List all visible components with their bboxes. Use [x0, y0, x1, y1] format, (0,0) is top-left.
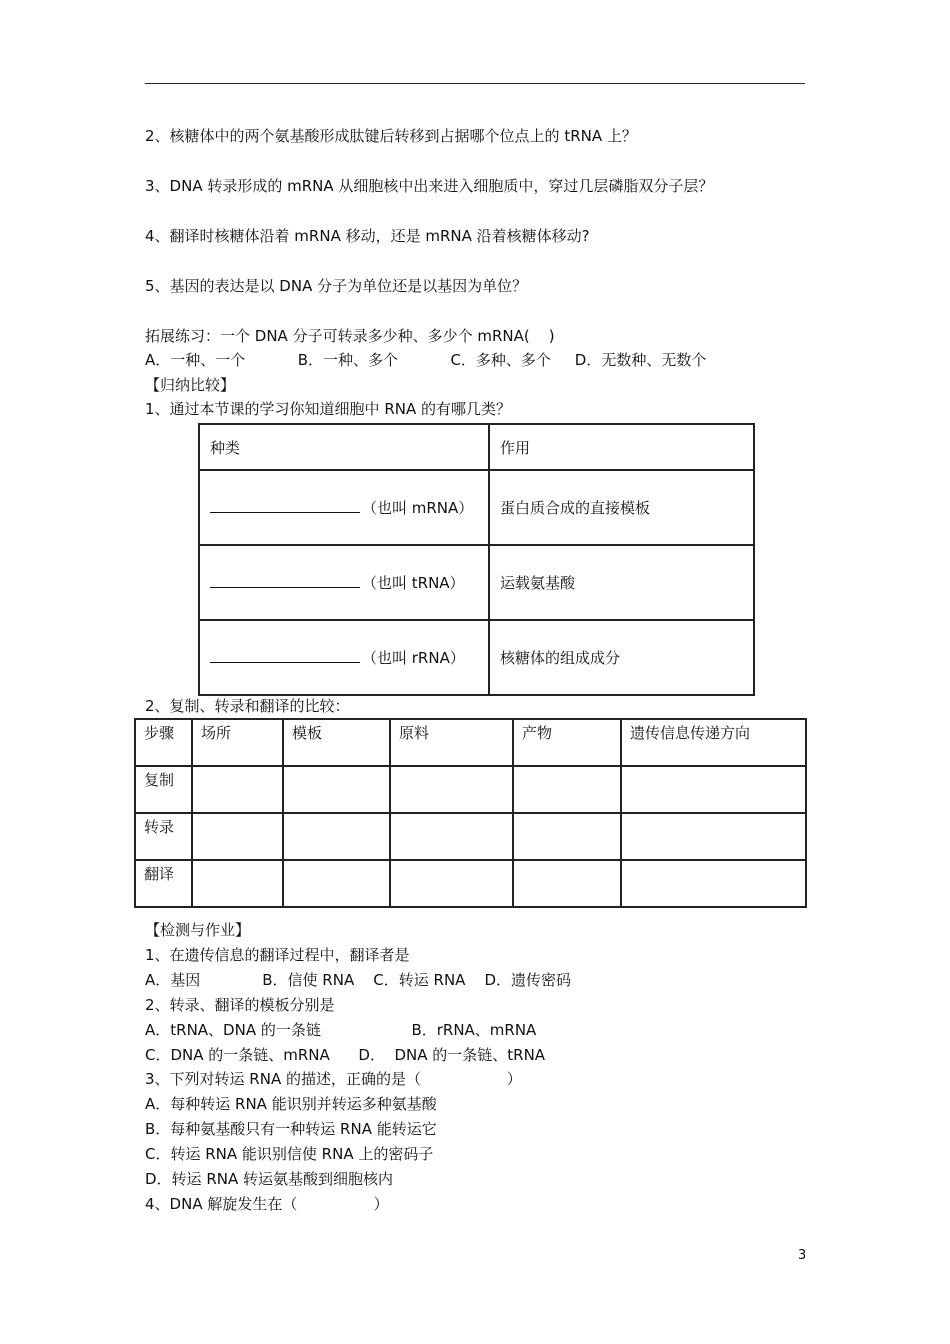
- comparison-table: [134, 718, 807, 908]
- homework-line: 4、DNA 解旋发生在（ ）: [145, 1195, 389, 1213]
- comparison-cell[interactable]: [621, 860, 806, 907]
- homework-line: A．tRNA、DNA 的一条链 B．rRNA、mRNA: [145, 1021, 537, 1039]
- rna-role-cell: 核糖体的组成成分: [489, 620, 754, 695]
- comparison-header-site: 场所: [192, 719, 283, 766]
- summary-question-2: 2、复制、转录和翻译的比较：: [145, 697, 350, 715]
- header-rule: [145, 83, 805, 84]
- comparison-row-label: 复制: [135, 766, 192, 813]
- comparison-cell[interactable]: [390, 860, 513, 907]
- question-4: 4、翻译时核糖体沿着 mRNA 移动，还是 mRNA 沿着核糖体移动?: [145, 227, 590, 245]
- page-number: 3: [798, 1248, 807, 1263]
- rna-type-cell: [199, 545, 489, 620]
- homework-line: A．每种转运 RNA 能识别并转运多种氨基酸: [145, 1095, 437, 1113]
- extension-question: 拓展练习：一个 DNA 分子可转录多少种、多少个 mRNA( ): [145, 327, 555, 345]
- rna-type-suffix: （也叫 tRNA）: [362, 574, 465, 592]
- rna-type-cell: [199, 620, 489, 695]
- comparison-cell[interactable]: [513, 813, 621, 860]
- rna-types-table: [198, 423, 755, 696]
- summary-heading: 【归纳比较】: [145, 376, 236, 394]
- comparison-cell[interactable]: [283, 813, 390, 860]
- rna-table-header-role: 作用: [489, 424, 754, 470]
- comparison-cell[interactable]: [283, 860, 390, 907]
- question-2: 2、核糖体中的两个氨基酸形成肽键后转移到占据哪个位点上的 tRNA 上？: [145, 127, 637, 145]
- rna-table-header-type: 种类: [199, 424, 489, 470]
- rna-type-cell: [199, 470, 489, 545]
- homework-line: B．每种氨基酸只有一种转运 RNA 能转运它: [145, 1120, 437, 1138]
- comparison-header-materials: 原料: [390, 719, 513, 766]
- comparison-header-direction: 遗传信息传递方向: [621, 719, 806, 766]
- fill-blank[interactable]: [210, 573, 360, 588]
- comparison-cell[interactable]: [513, 860, 621, 907]
- comparison-row-label: 翻译: [135, 860, 192, 907]
- rna-role-cell: 运载氨基酸: [489, 545, 754, 620]
- homework-line: C．DNA 的一条链、mRNA D． DNA 的一条链、tRNA: [145, 1046, 546, 1064]
- comparison-cell[interactable]: [192, 766, 283, 813]
- homework-line: 1、在遗传信息的翻译过程中，翻译者是: [145, 946, 410, 964]
- question-5: 5、基因的表达是以 DNA 分子为单位还是以基因为单位？: [145, 277, 528, 295]
- comparison-cell[interactable]: [192, 813, 283, 860]
- homework-line: 2、转录、翻译的模板分别是: [145, 996, 335, 1014]
- rna-role-cell: 蛋白质合成的直接模板: [489, 470, 754, 545]
- comparison-header-step: 步骤: [135, 719, 192, 766]
- homework-heading: 【检测与作业】: [145, 921, 251, 939]
- comparison-cell[interactable]: [192, 860, 283, 907]
- comparison-cell[interactable]: [513, 766, 621, 813]
- fill-blank[interactable]: [210, 498, 360, 513]
- rna-type-suffix: （也叫 rRNA）: [362, 649, 465, 667]
- question-3: 3、DNA 转录形成的 mRNA 从细胞核中出来进入细胞质中，穿过几层磷脂双分子层？: [145, 177, 714, 195]
- comparison-header-template: 模板: [283, 719, 390, 766]
- extension-options: A．一种、一个 B．一种、多个 C．多种、多个 D．无数种、无数个: [145, 351, 707, 369]
- summary-question-1: 1、通过本节课的学习你知道细胞中 RNA 的有哪几类？: [145, 400, 511, 418]
- comparison-header-product: 产物: [513, 719, 621, 766]
- comparison-row-label: 转录: [135, 813, 192, 860]
- homework-line: C．转运 RNA 能识别信使 RNA 上的密码子: [145, 1145, 434, 1163]
- comparison-cell[interactable]: [621, 813, 806, 860]
- homework-line: D．转运 RNA 转运氨基酸到细胞核内: [145, 1170, 393, 1188]
- comparison-cell[interactable]: [621, 766, 806, 813]
- fill-blank[interactable]: [210, 648, 360, 663]
- homework-line: 3、下列对转运 RNA 的描述，正确的是（ ）: [145, 1070, 522, 1088]
- rna-type-suffix: （也叫 mRNA）: [362, 499, 474, 517]
- comparison-cell[interactable]: [283, 766, 390, 813]
- comparison-cell[interactable]: [390, 766, 513, 813]
- comparison-cell[interactable]: [390, 813, 513, 860]
- homework-line: A．基因 B．信使 RNA C．转运 RNA D．遗传密码: [145, 971, 572, 989]
